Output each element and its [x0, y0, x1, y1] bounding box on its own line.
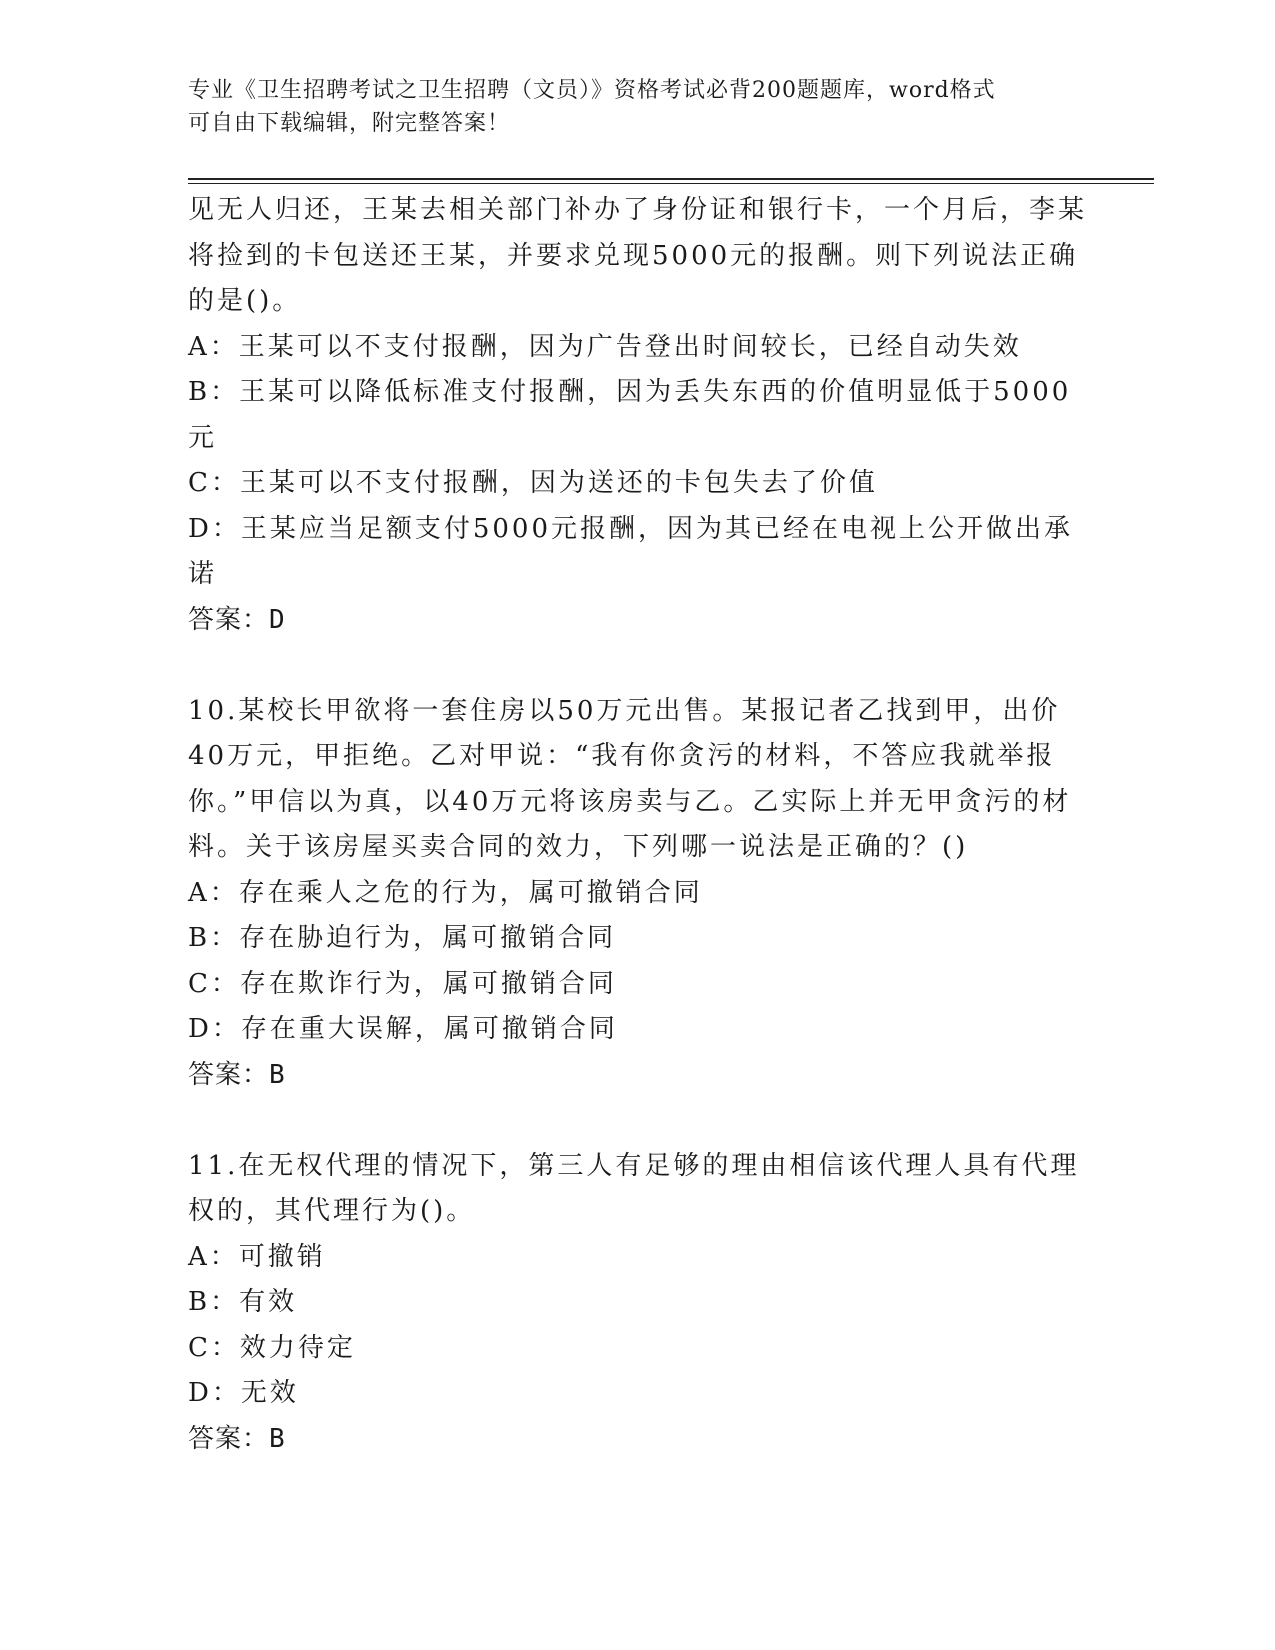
- question-10-option-b: B：存在胁迫行为，属可撤销合同: [188, 923, 617, 953]
- question-9-option-c: C：王某可以不支付报酬，因为送还的卡包失去了价值: [188, 468, 878, 498]
- question-11-option-c: C：效力待定: [188, 1332, 356, 1363]
- question-11-option-a: A：可撤销: [188, 1241, 326, 1272]
- question-9-stem: 见无人归还，王某去相关部门补办了身份证和银行卡，一个月后，李某将捡到的卡包送还王某，并要求兑现5000元的报酬。则下列说法正确的是()。: [188, 195, 1088, 316]
- question-11-option-b: B：有效: [188, 1287, 298, 1317]
- header-title-line-1: 专业《卫生招聘考试之卫生招聘（文员）》资格考试必背200题题库，word格式: [188, 78, 996, 103]
- question-11-option-d: D：无效: [188, 1378, 299, 1408]
- header-title-line-2: 可自由下载编辑，附完整答案！: [188, 111, 511, 136]
- question-10-option-c: C：存在欺诈行为，属可撤销合同: [188, 968, 617, 999]
- question-11-answer: 答案：B: [188, 1423, 286, 1454]
- question-9-option-a: A：王某可以不支付报酬，因为广告登出时间较长，已经自动失效: [188, 331, 1022, 362]
- question-9-option-b: B：王某可以降低标准支付报酬，因为丢失东西的价值明显低于5000元: [188, 377, 1072, 453]
- question-10-answer: 答案：B: [188, 1059, 286, 1090]
- header-rule-thin: [188, 183, 1154, 184]
- document-body: [188, 188, 1088, 1462]
- question-9: [188, 188, 1088, 643]
- question-9-option-d: D：王某应当足额支付5000元报酬，因为其已经在电视上公开做出承诺: [188, 513, 1074, 589]
- header-rule-thick: [188, 178, 1154, 180]
- question-11: [188, 1144, 1088, 1463]
- question-10-option-a: A：存在乘人之危的行为，属可撤销合同: [188, 877, 703, 908]
- question-11-stem: 11.在无权代理的情况下，第三人有足够的理由相信该代理人具有代理权的，其代理行为()。: [188, 1150, 1080, 1226]
- question-9-answer: 答案：D: [188, 604, 286, 635]
- document-header: [188, 74, 1088, 140]
- question-10-stem: 10.某校长甲欲将一套住房以50万元出售。某报记者乙找到甲，出价40万元，甲拒绝。乙对甲说：“我有你贪污的材料，不答应我就举报你。”甲信以为真，以40万元将该房卖与乙。乙实际上并无甲贪污的材料。关于该房屋买卖合同的效力，下列哪一说法是正确的？(): [188, 695, 1072, 862]
- question-10-option-d: D：存在重大误解，属可撤销合同: [188, 1014, 618, 1044]
- question-10: [188, 689, 1088, 1099]
